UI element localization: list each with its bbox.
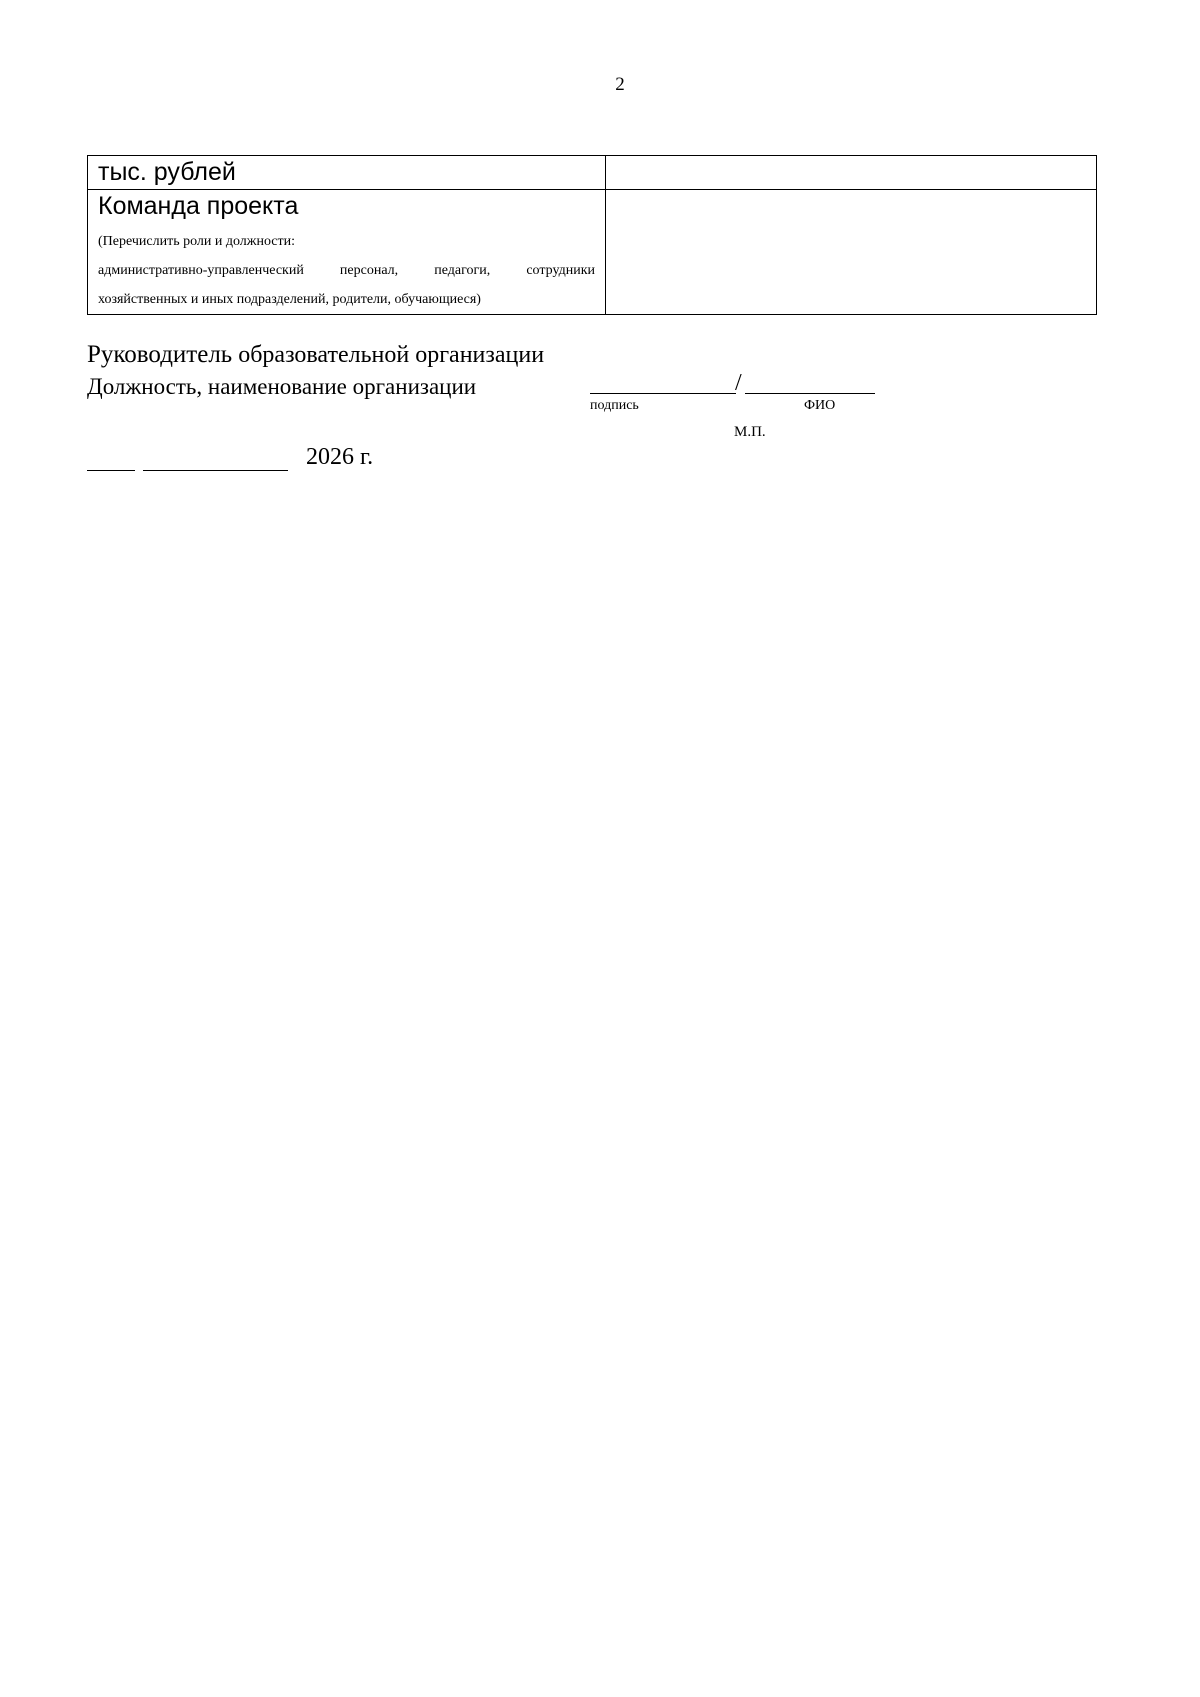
date-day-line[interactable] [87,470,135,471]
signature-caption: подпись [590,398,639,413]
name-caption: ФИО [804,398,836,413]
table-cell-value[interactable] [606,156,1097,190]
project-team-label: Команда проекта [98,192,299,220]
date-month-line[interactable] [143,470,288,471]
head-title-rest: образовательной организации [232,342,545,368]
note-line: административно-управленческий персонал, педагоги, сотрудники [98,263,595,278]
head-position: Должность, наименование организации [87,374,477,399]
signature-line[interactable] [590,393,736,394]
page-number: 2 [615,74,625,95]
table-cell-label [88,156,606,190]
project-info-table [87,155,1097,315]
signature-slash: / [735,370,742,396]
budget-unit-label: тыс. рублей [98,158,236,186]
project-team-note [98,227,595,314]
date-year: 2026 г. [306,444,374,470]
note-line: (Перечислить роли и должности: [98,234,296,249]
name-line[interactable] [745,393,875,394]
table-row [88,190,1097,315]
table-cell-value[interactable] [606,190,1097,315]
table-cell-label [88,190,606,315]
note-line: хозяйственных и иных подразделений, родители, обучающиеся) [98,292,481,307]
head-title [87,340,544,370]
table-row [88,156,1097,190]
head-title-first-word: Руководитель [87,341,233,368]
stamp-caption: М.П. [734,424,766,440]
